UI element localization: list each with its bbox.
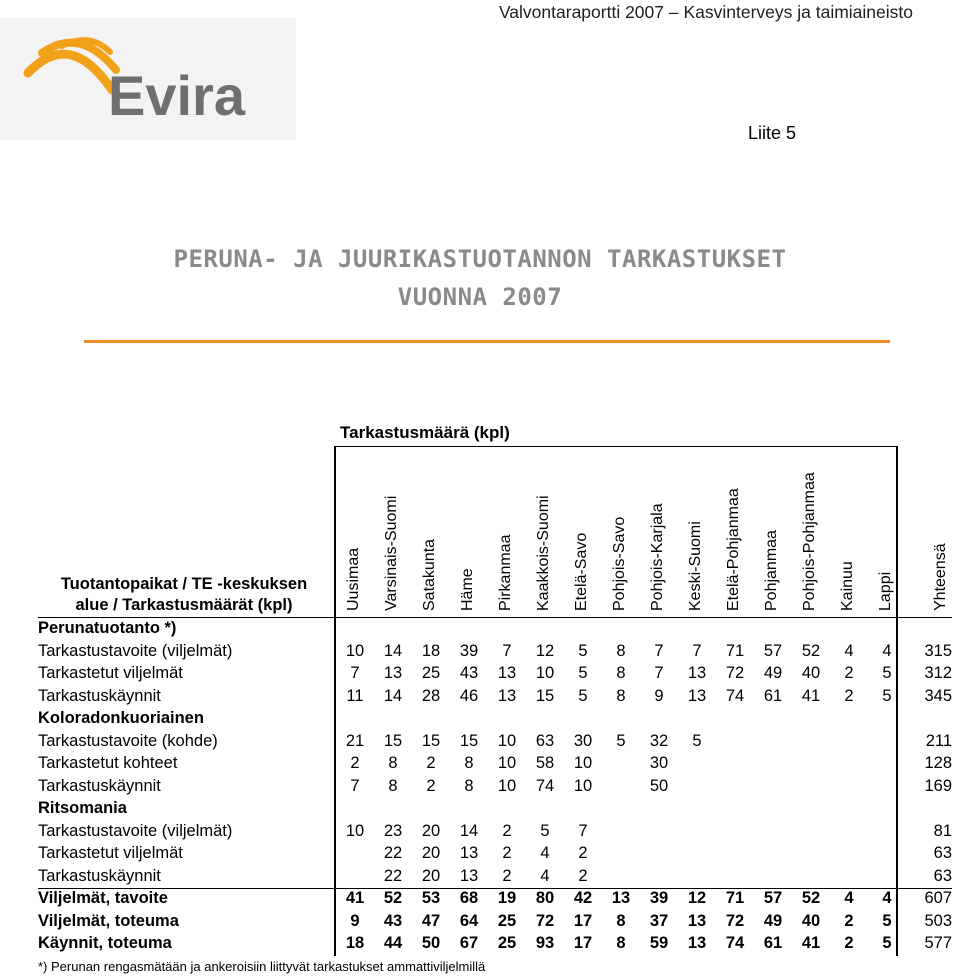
table-cell: 2: [350, 754, 360, 772]
table-cell: 11: [346, 686, 364, 705]
header-bottom-rule: [38, 617, 952, 618]
table-cell: 4: [540, 844, 550, 862]
page-subtitle: VUONNA 2007: [397, 283, 563, 311]
table-cell: 50: [421, 934, 441, 952]
page-title: PERUNA- JA JUURIKASTUOTANNON TARKASTUKSET: [173, 245, 787, 273]
row-total: 312: [924, 664, 952, 682]
table-cell: 2: [844, 911, 854, 930]
row-total: 577: [924, 934, 952, 952]
table-cell: 7: [350, 776, 360, 795]
table-cell: 13: [497, 664, 517, 682]
table-cell: 52: [801, 889, 821, 907]
table-cell: 46: [459, 686, 479, 705]
row-label: Tarkastustavoite (kohde): [38, 731, 218, 750]
table-cell: 44: [383, 934, 403, 952]
column-header-total: Yhteensä: [932, 543, 949, 611]
table-cell: 10: [497, 754, 517, 772]
table-cell: 21: [345, 731, 365, 750]
logo-text: Evira: [108, 64, 245, 127]
column-header-etelä-pohjanmaa: Etelä-Pohjanmaa: [725, 488, 742, 611]
table-cell: 7: [578, 821, 588, 840]
row-total: 169: [924, 776, 952, 795]
table-cell: 20: [421, 844, 441, 862]
table-cell: 52: [383, 889, 403, 907]
table-row: [0, 934, 960, 956]
table-cell: 8: [388, 754, 398, 772]
column-header-kaakkois-suomi: Kaakkois-Suomi: [535, 495, 552, 611]
table-cell: 32: [649, 731, 669, 750]
row-total: 607: [924, 889, 952, 907]
table-cell: 74: [725, 934, 745, 952]
table-cell: 8: [616, 641, 626, 660]
table-cell: 12: [535, 641, 555, 660]
row-label: Perunatuotanto *): [38, 619, 177, 637]
footnote: *) Perunan rengasmätään ja ankeroisiin liittyvät tarkastukset ammattiviljelmillä: [38, 959, 486, 974]
section-header-row: [0, 799, 960, 821]
table-cell: 15: [535, 686, 555, 705]
table-cell: 5: [578, 686, 588, 705]
table-row: [0, 844, 960, 866]
column-header-pohjanmaa: Pohjanmaa: [763, 530, 780, 611]
table-cell: 41: [801, 686, 821, 705]
table-cell: 2: [844, 664, 854, 682]
table-cell: 10: [497, 731, 517, 750]
table-cell: 50: [649, 776, 669, 795]
row-label: Tarkastuskäynnit: [38, 776, 161, 795]
table-cell: 7: [692, 641, 702, 660]
row-label: Ritsomania: [38, 799, 127, 817]
table-cell: 13: [687, 686, 707, 705]
table-cell: 68: [459, 889, 479, 907]
table-cell: 71: [725, 641, 745, 660]
table-row: [0, 664, 960, 686]
table-cell: 13: [687, 911, 707, 930]
column-header-keski-suomi: Keski-Suomi: [687, 521, 704, 611]
table-cell: 15: [459, 731, 479, 750]
table-row: [0, 732, 960, 754]
table-row: [0, 777, 960, 799]
row-label: Koloradonkuoriainen: [38, 709, 204, 727]
row-total: 503: [924, 911, 952, 930]
table-row: [0, 822, 960, 844]
table-cell: 5: [540, 821, 550, 840]
section-header-row: [0, 619, 960, 641]
table-cell: 4: [540, 866, 550, 885]
row-label: Käynnit, toteuma: [38, 934, 172, 952]
evira-logo: [0, 18, 296, 140]
table-cell: 14: [383, 641, 403, 660]
table-cell: 2: [426, 754, 436, 772]
table-cell: 37: [649, 911, 669, 930]
table-cell: 2: [502, 821, 512, 840]
table-cell: 14: [459, 821, 479, 840]
table-cell: 72: [535, 911, 555, 930]
table-cell: 23: [383, 821, 403, 840]
table-cell: 7: [654, 641, 664, 660]
table-cell: 5: [692, 731, 702, 750]
table-cell: 39: [459, 641, 479, 660]
table-cell: 72: [725, 664, 745, 682]
column-header-pirkanmaa: Pirkanmaa: [497, 534, 514, 611]
row-label: Tarkastustavoite (viljelmät): [38, 821, 233, 840]
table-cell: 93: [535, 934, 555, 952]
row-label: Tarkastetut viljelmät: [38, 664, 183, 682]
table-row: [0, 912, 960, 934]
table-cell: 25: [497, 911, 517, 930]
table-cell: 8: [616, 934, 626, 952]
table-cell: 57: [763, 889, 783, 907]
table-cell: 4: [882, 889, 892, 907]
appendix-label: Liite 5: [748, 123, 797, 143]
table-cell: 59: [649, 934, 669, 952]
column-header-pohjois-savo: Pohjois-Savo: [611, 516, 628, 611]
row-total: 345: [924, 686, 952, 705]
table-cell: 9: [350, 911, 360, 930]
count-label: Tarkastusmäärä (kpl): [340, 423, 510, 442]
row-label: Tarkastustavoite (viljelmät): [38, 641, 233, 660]
table-cell: 13: [497, 686, 517, 705]
table-row: [0, 754, 960, 776]
table-cell: 8: [616, 664, 626, 682]
table-cell: 18: [421, 641, 441, 660]
table-cell: 20: [421, 821, 441, 840]
table-cell: 43: [459, 664, 479, 682]
column-header-etelä-savo: Etelä-Savo: [573, 532, 590, 611]
table-cell: 53: [421, 889, 441, 907]
table-cell: 61: [763, 934, 783, 952]
table-cell: 8: [464, 776, 474, 795]
table-cell: 25: [421, 664, 441, 682]
table-cell: 10: [345, 641, 365, 660]
column-header-lappi: Lappi: [877, 571, 894, 611]
table-cell: 5: [882, 911, 892, 930]
table-cell: 2: [844, 686, 854, 705]
table-cell: 5: [578, 664, 588, 682]
table-cell: 13: [611, 889, 631, 907]
table-cell: 13: [383, 664, 403, 682]
table-cell: 63: [535, 731, 555, 750]
stub-header: [44, 574, 324, 616]
table-cell: 8: [388, 776, 398, 795]
table-cell: 7: [350, 664, 360, 682]
column-header-uusimaa: Uusimaa: [345, 547, 362, 611]
table-cell: 13: [459, 866, 479, 885]
table-cell: 22: [383, 844, 403, 862]
table-cell: 61: [763, 686, 783, 705]
table-cell: 74: [535, 776, 555, 795]
table-cell: 5: [882, 686, 892, 705]
row-total: 81: [933, 821, 952, 840]
table-cell: 57: [763, 641, 783, 660]
table-cell: 5: [882, 664, 892, 682]
column-header-satakunta: Satakunta: [421, 538, 438, 611]
table-cell: 5: [578, 641, 588, 660]
table-cell: 17: [573, 934, 593, 952]
table-cell: 5: [882, 934, 892, 952]
row-total: 315: [924, 641, 952, 660]
table-cell: 2: [502, 844, 512, 862]
column-header-häme: Häme: [459, 568, 476, 611]
table-cell: 42: [573, 889, 593, 907]
section-header-row: [0, 709, 960, 731]
table-cell: 28: [421, 686, 441, 705]
table-row: [0, 642, 960, 664]
table-cell: 67: [459, 934, 479, 952]
table-cell: 49: [763, 664, 783, 682]
table-cell: 4: [882, 641, 892, 660]
column-header-pohjois-pohjanmaa: Pohjois-Pohjanmaa: [801, 472, 818, 611]
table-cell: 18: [345, 934, 365, 952]
table-cell: 71: [725, 889, 745, 907]
table-cell: 7: [654, 664, 664, 682]
table-row: [0, 687, 960, 709]
row-label: Tarkastuskäynnit: [38, 686, 161, 705]
table-cell: 49: [763, 911, 783, 930]
table-cell: 10: [497, 776, 517, 795]
row-label: Viljelmät, toteuma: [38, 911, 179, 930]
column-header-varsinais-suomi: Varsinais-Suomi: [383, 495, 400, 611]
row-label: Viljelmät, tavoite: [38, 889, 168, 907]
table-cell: 10: [573, 754, 593, 772]
row-total: 211: [925, 731, 952, 750]
running-header: Valvontaraportti 2007 – Kasvinterveys ja taimiaineisto: [498, 2, 913, 22]
stub-header-line-1: Tuotantopaikat / TE -keskuksen: [60, 575, 308, 593]
table-cell: 52: [801, 641, 821, 660]
stub-header-line-2: alue / Tarkastusmäärät (kpl): [75, 596, 293, 614]
table-cell: 40: [801, 911, 821, 930]
table-cell: 30: [649, 754, 669, 772]
table-cell: 13: [687, 664, 707, 682]
table-cell: 17: [573, 911, 593, 930]
table-cell: 10: [535, 664, 555, 682]
table-cell: 2: [502, 866, 512, 885]
table-cell: 39: [649, 889, 669, 907]
table-cell: 72: [725, 911, 745, 930]
table-cell: 2: [578, 844, 588, 862]
table-cell: 4: [844, 889, 854, 907]
table-cell: 7: [502, 641, 512, 660]
table-cell: 80: [535, 889, 555, 907]
table-cell: 15: [383, 731, 403, 750]
row-label: Tarkastuskäynnit: [38, 866, 161, 885]
table-cell: 58: [535, 754, 555, 772]
row-total: 63: [933, 844, 952, 862]
table-cell: 41: [801, 934, 821, 952]
row-total: 63: [933, 866, 952, 885]
table-cell: 25: [497, 934, 517, 952]
table-cell: 30: [573, 731, 593, 750]
table-cell: 12: [687, 889, 707, 907]
row-label: Tarkastetut viljelmät: [38, 844, 183, 862]
table-cell: 2: [578, 866, 588, 885]
table-cell: 13: [687, 934, 707, 952]
table-cell: 9: [654, 686, 664, 705]
row-total: 128: [924, 754, 952, 772]
table-cell: 20: [421, 866, 441, 885]
table-row: [0, 889, 960, 911]
table-row: [0, 867, 960, 889]
table-cell: 10: [345, 821, 365, 840]
table-cell: 8: [616, 686, 626, 705]
table-cell: 4: [844, 641, 854, 660]
table-cell: 10: [573, 776, 593, 795]
table-cell: 15: [421, 731, 441, 750]
table-cell: 2: [844, 934, 854, 952]
table-cell: 2: [426, 776, 436, 795]
table-cell: 74: [725, 686, 745, 705]
table-cell: 22: [383, 866, 403, 885]
row-label: Tarkastetut kohteet: [38, 754, 178, 772]
table-cell: 14: [383, 686, 403, 705]
table-cell: 19: [497, 889, 517, 907]
table-cell: 8: [616, 911, 626, 930]
table-cell: 41: [345, 889, 365, 907]
title-divider: [84, 340, 890, 343]
table-cell: 43: [383, 911, 403, 930]
table-cell: 40: [801, 664, 821, 682]
table-cell: 64: [459, 911, 479, 930]
header-rule: [334, 446, 898, 447]
table-cell: 8: [464, 754, 474, 772]
table-cell: 5: [616, 731, 626, 750]
table-cell: 47: [421, 911, 441, 930]
column-header-pohjois-karjala: Pohjois-Karjala: [649, 503, 666, 611]
table-cell: 13: [459, 844, 479, 862]
logo-arc-1: [28, 54, 112, 90]
column-header-kainuu: Kainuu: [839, 561, 856, 611]
